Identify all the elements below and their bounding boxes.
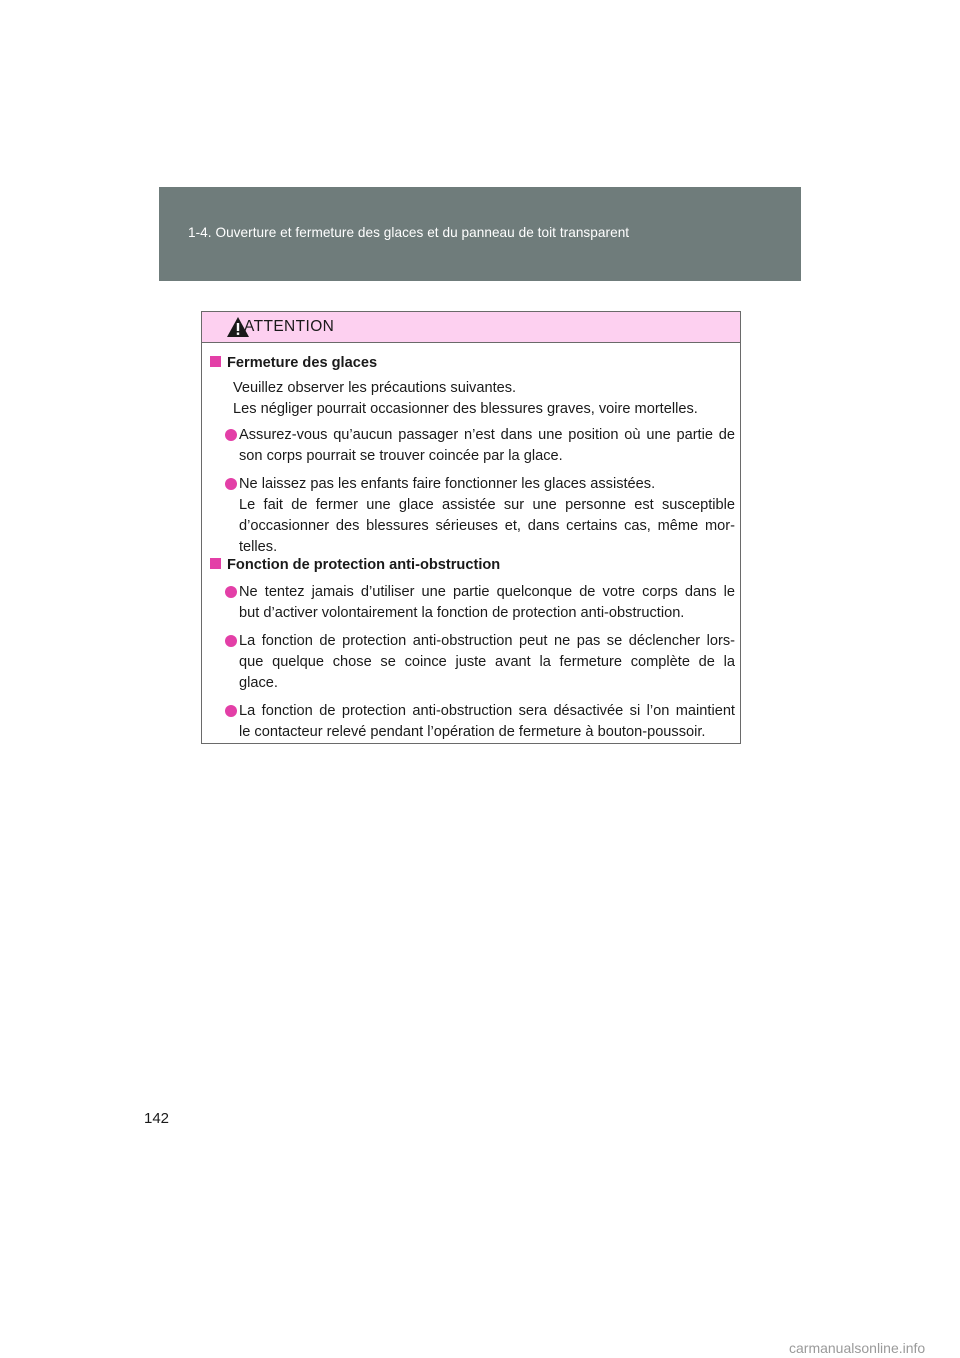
- intro-paragraph: [233, 378, 733, 420]
- bullet-dot-icon: [225, 586, 237, 598]
- list-item: Ne laissez pas les enfants faire fonctionner les glaces assistées. Le fait de fermer une glace assistée sur une personne est susceptible d’occasionner des blessures sérieuses et, dans certains cas, même mor- telles.: [225, 474, 737, 558]
- bullet-dot-icon: [225, 705, 237, 717]
- caution-header: [202, 312, 740, 343]
- list-item: La fonction de protection anti-obstruction peut ne pas se déclencher lors- que quelque chose se coince juste avant la fermeture complète de la glace.: [225, 631, 737, 694]
- section-header: [159, 187, 801, 281]
- intro-line: Les négliger pourrait occasionner des blessures graves, voire mortelles.: [233, 401, 698, 417]
- caution-title: ATTENTION: [244, 318, 335, 335]
- bullet-dot-icon: [225, 478, 237, 490]
- square-bullet-icon: [210, 356, 221, 367]
- bullet-dot-icon: [225, 635, 237, 647]
- bullet-dot-icon: [225, 429, 237, 441]
- list-item: La fonction de protection anti-obstruction sera désactivée si l’on maintient le contacteur relevé pendant l’opération de fermeture à bouton-poussoir.: [225, 701, 737, 743]
- section-title: 1-4. Ouverture et fermeture des glaces et du panneau de toit transparent: [188, 225, 630, 240]
- page-number: 142: [144, 1110, 170, 1127]
- watermark[interactable]: carmanualsonline.info: [789, 1340, 926, 1356]
- section-heading: Fonction de protection anti-obstruction: [210, 555, 500, 576]
- section-heading: Fermeture des glaces: [210, 353, 377, 374]
- caution-box: [201, 311, 741, 744]
- square-bullet-icon: [210, 558, 221, 569]
- list-item: Ne tentez jamais d’utiliser une partie quelconque de votre corps dans le but d’activer volontairement la fonction de protection anti-obstruction.: [225, 582, 737, 624]
- intro-line: Veuillez observer les précautions suivantes.: [233, 380, 517, 396]
- list-item: Assurez-vous qu’aucun passager n’est dans une position où une partie de son corps pourrait se trouver coincée par la glace.: [225, 425, 737, 467]
